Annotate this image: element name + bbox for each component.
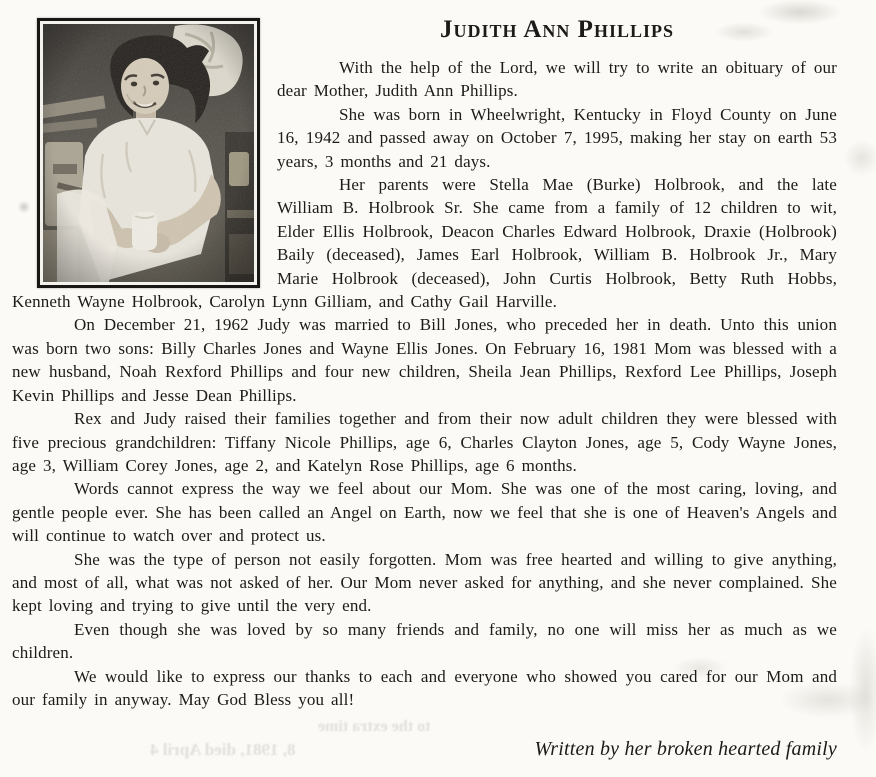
paragraph-birth-death: She was born in Wheelwright, Kentucky in Floyd County on June 16, 1942 and passed away on October 7, 1995, making her stay on earth 53 years, 3 months and 21 days. — [277, 104, 837, 171]
paragraph-character: She was the type of person not easily forgotten. Mom was free hearted and willing to give anything, and most of all, what was not asked of her. Our Mom never asked for anything, and she never complained. She kept loving and trying to give until the very end. — [12, 549, 837, 616]
paragraph-parents-siblings: Her parents were Stella Mae (Burke) Holbrook, and the late William B. Holbrook Sr. She came from a family of 12 children to wit, Elder Ellis Holbrook, Deacon Charles Edward Holbrook, Draxie (Holbrook) Baily (deceased), James Earl Holbrook, William B. Holbrook Jr., Mary Marie Holbrook (deceased), John Curtis Holbrook, Betty Ruth Hobbs, Kenneth Wayne Holbrook, Carolyn Lynn Gilliam, and Cathy Gail Harville. — [12, 175, 837, 312]
closing-attribution: Written by her broken hearted family — [534, 738, 837, 760]
vignette — [43, 24, 254, 282]
paragraph-thanks: We would like to express our thanks to each and everyone who showed you cared for our Mom and our family in anyway. May God Bless you all! — [12, 666, 837, 709]
paragraph-grandchildren: Rex and Judy raised their families together and from their now adult children they were blessed with five precious grandchildren: Tiffany Nicole Phillips, age 6, Charles Clayton Jones, age 5, Cody Wayne Jones, age 3, William Corey Jones, age 2, and Katelyn Rose Phillips, age 6 months. — [12, 409, 837, 475]
portrait-photo-art — [43, 24, 254, 282]
bleed-through-text: to the extra time — [318, 718, 431, 735]
paragraph-missed: Even though she was loved by so many friends and family, no one will miss her as much as we children. — [12, 619, 837, 663]
page-title: Judith Ann Phillips — [440, 16, 674, 43]
paragraph-marriages: On December 21, 1962 Judy was married to Bill Jones, who preceded her in death. Unto this union was born two sons: Billy Charles Jones and Wayne Ellis Jones. On February 16, 1981 Mom was blessed with a new husband, Noah Rexford Phillips and four new children, Sheila Jean Phillips, Rexford Lee Phillips, Joseph Kevin Phillips and Jesse Dean Phillips. — [12, 315, 837, 405]
portrait-photo — [37, 18, 260, 288]
paragraph-angel: Words cannot express the way we feel about our Mom. She was one of the most caring, loving, and gentle people ever. She has been called an Angel on Earth, now we feel that she is one of Heaven's Angels and will continue to watch over and protect us. — [12, 479, 837, 546]
paragraph-intro: With the help of the Lord, we will try to write an obituary of our dear Mother, Judith Ann Phillips. — [277, 58, 837, 101]
bleed-through-text: 8, 1981, died April 4 — [150, 740, 296, 759]
